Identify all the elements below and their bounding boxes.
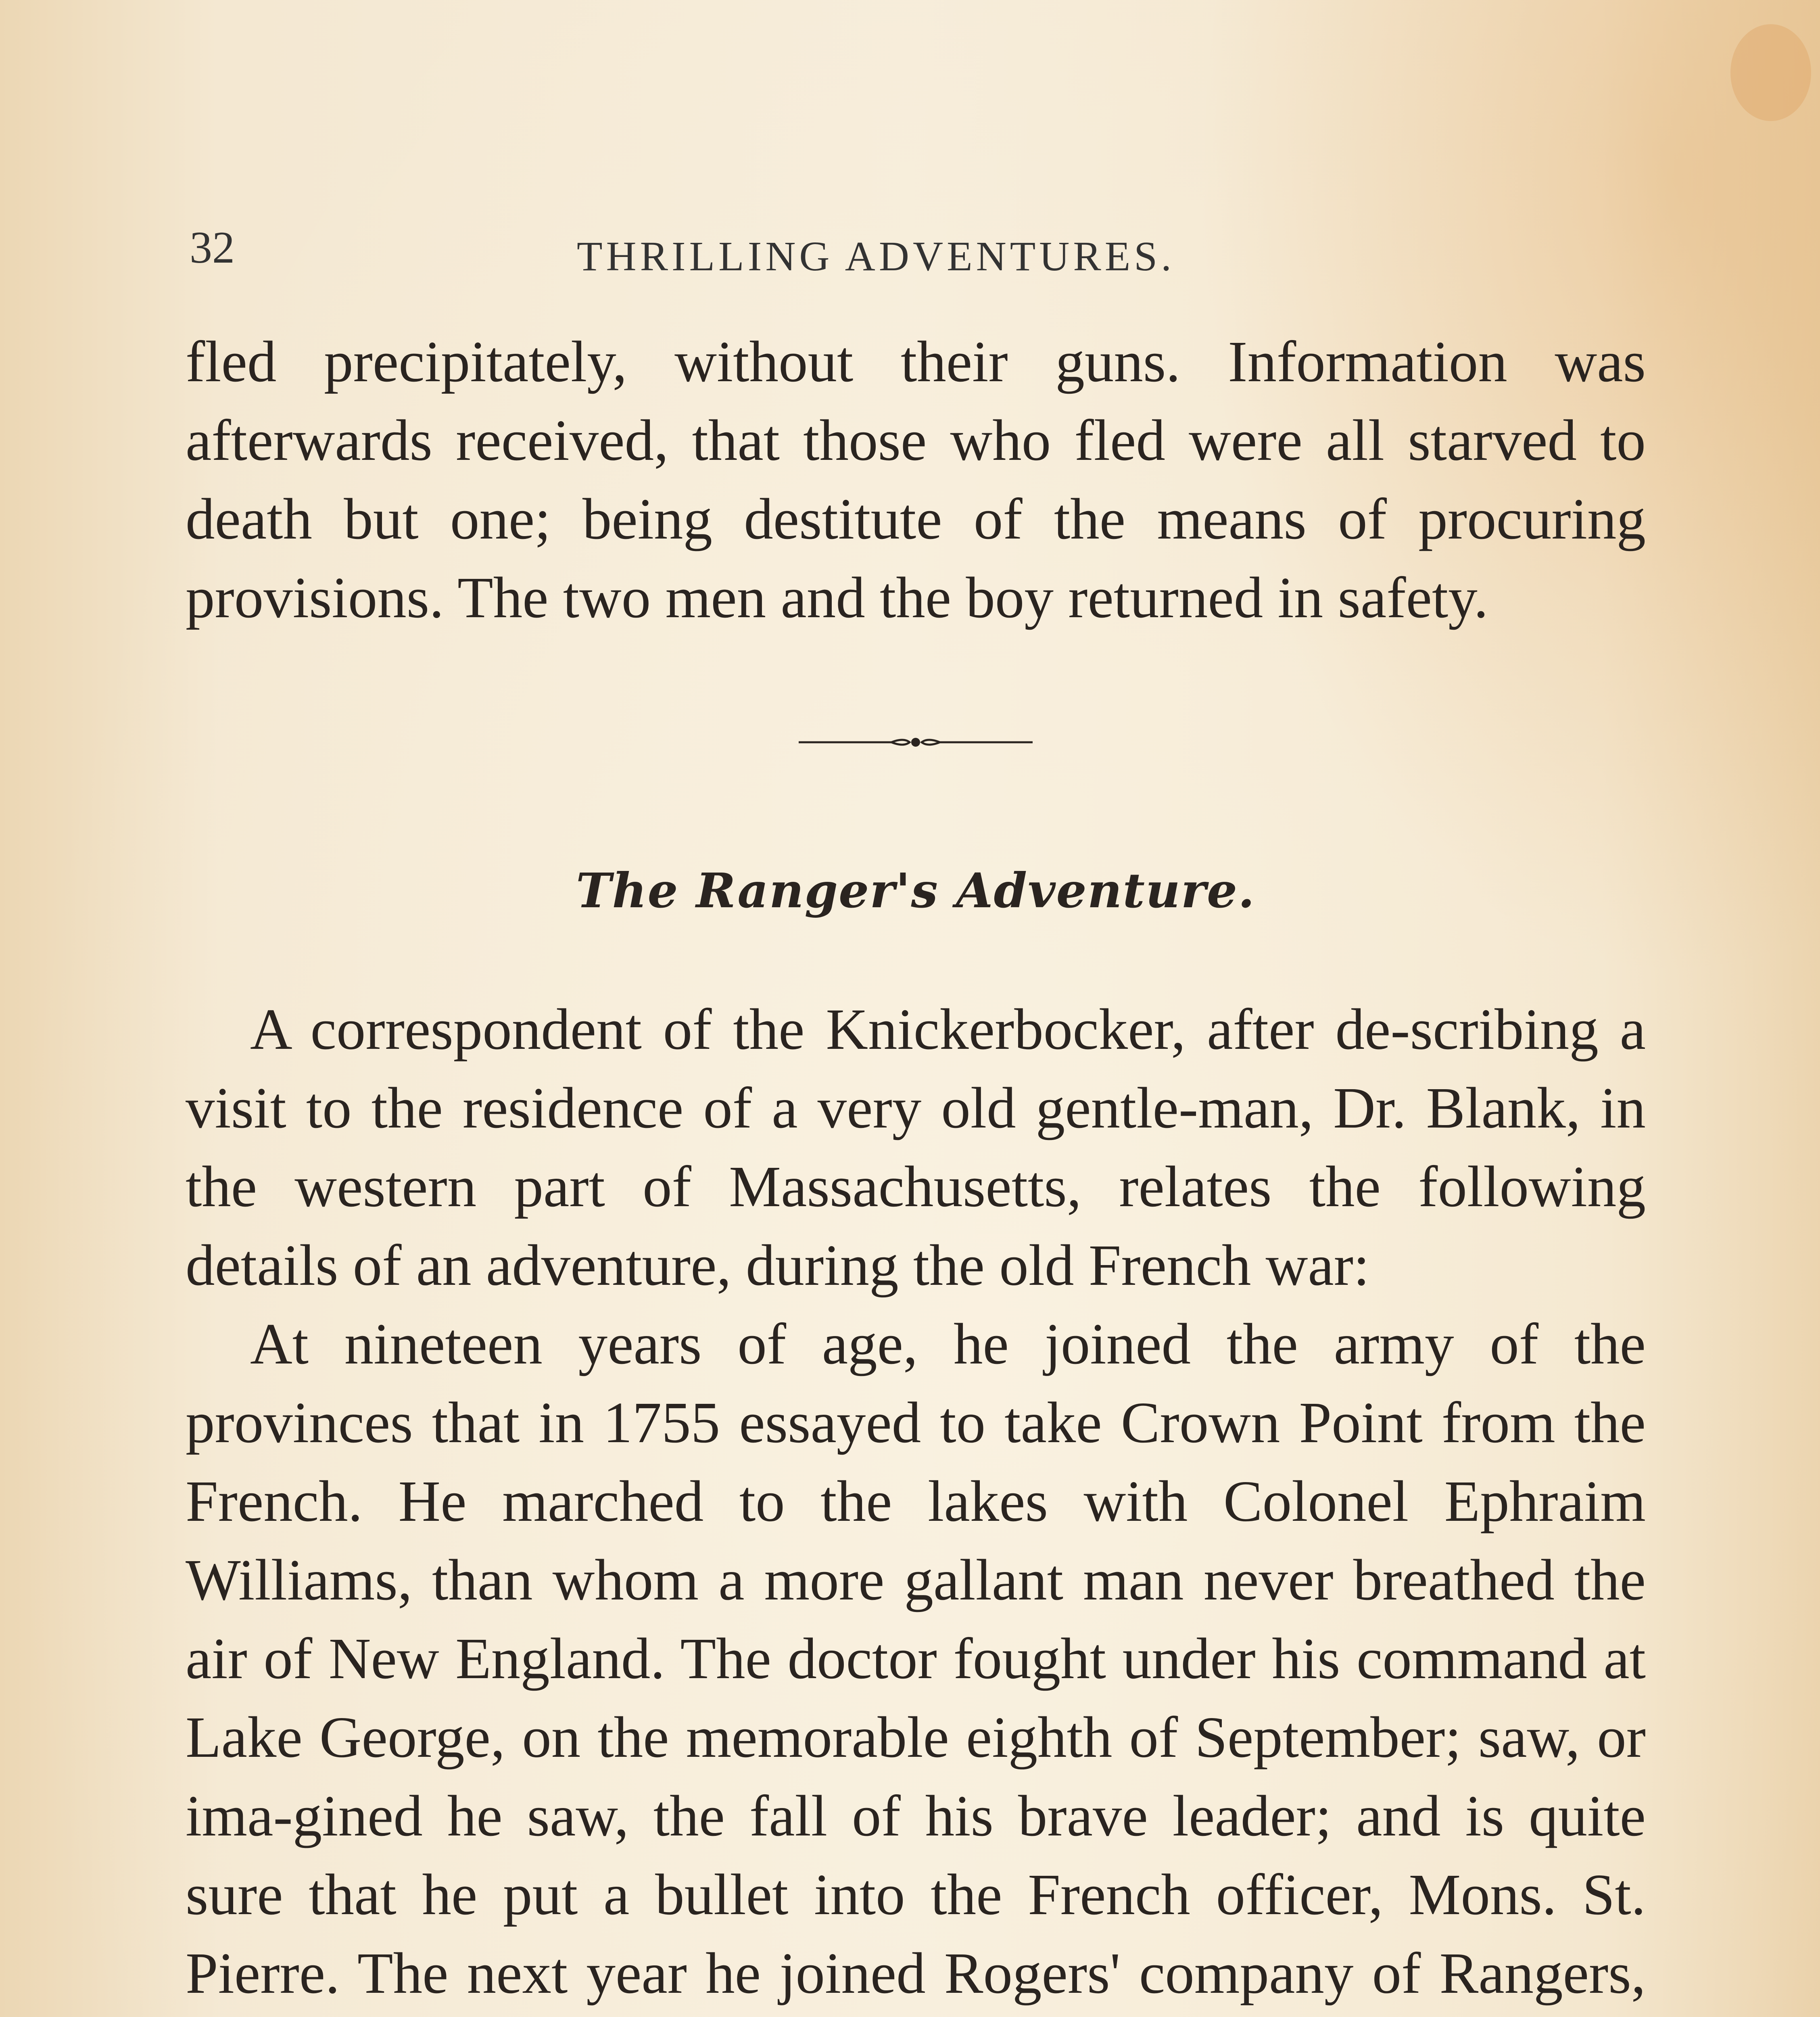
section-title: The Ranger's Adventure.	[576, 862, 1256, 919]
paragraph-continuation: fled precipitately, without their guns. Information was afterwards received, that those who fled were all starved to death but one; being destitute of the means of procuring provisions. The two men and the boy returned in safety.	[186, 330, 1646, 630]
page-stain	[1730, 24, 1811, 121]
paragraph: A correspondent of the Knickerbocker, after de-scribing a visit to the residence of a very old gentle-man, Dr. Blank, in the western part of Massachusetts, relates the following details of an adventure, during the old French war:	[186, 997, 1646, 1298]
page-body	[186, 323, 1646, 2017]
section-divider-ornament	[795, 734, 1037, 750]
paragraph: At nineteen years of age, he joined the army of the provinces that in 1755 essayed to take Crown Point from the French. He marched to the lakes with Colonel Ephraim Williams, than whom a more gallant man never breathed the air of New England. The doctor fought under his command at Lake George, on the memorable eighth of September; saw, or ima-gined he saw, the fall of his brave leader; and is quite sure that he put a bullet into the French officer, Mons. St. Pierre. The next year he joined Rogers' company of Rangers,	[186, 1312, 1646, 2006]
running-head: THRILLING ADVENTURES.	[577, 233, 1175, 280]
page-number: 32	[190, 223, 235, 273]
page-header	[190, 218, 1642, 299]
